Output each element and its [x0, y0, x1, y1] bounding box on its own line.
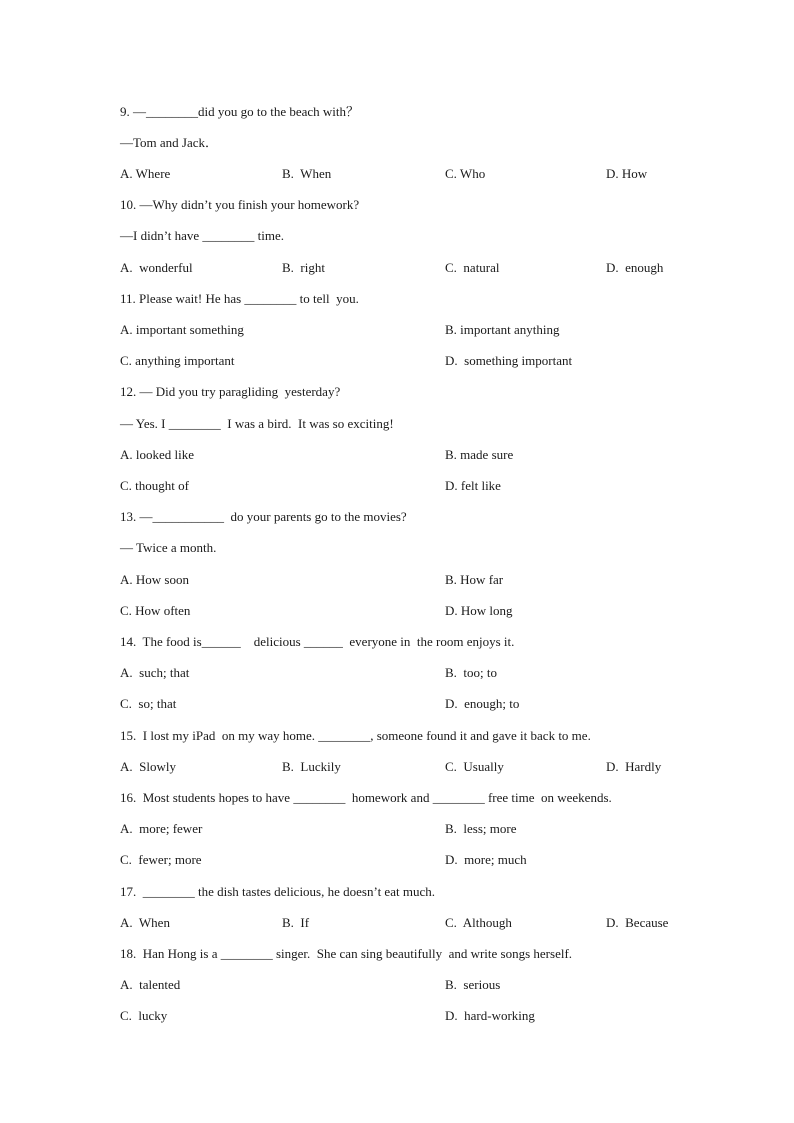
- question-12-answer-prompt: — Yes. I ________ I was a bird. It was so exciting!: [120, 416, 394, 431]
- question-12-option-c[interactable]: C. thought of: [120, 478, 189, 493]
- question-14-option-b[interactable]: B. too; to: [445, 665, 498, 680]
- question-10-stem: 10. —Why didn’t you finish your homework?: [120, 197, 360, 212]
- question-13-stem: 13. —___________ do your parents go to the movies?: [120, 509, 407, 524]
- question-14-stem: 14. The food is______ delicious ______ everyone in the room enjoys it.: [120, 634, 515, 649]
- question-10-option-b[interactable]: B. right: [282, 260, 325, 275]
- question-14-option-a[interactable]: A. such; that: [120, 665, 190, 680]
- question-18-option-d[interactable]: D. hard-working: [445, 1008, 535, 1023]
- question-9-stem: 9. —________did you go to the beach with？: [120, 104, 360, 119]
- question-16-option-c[interactable]: C. fewer; more: [120, 852, 202, 867]
- question-18-option-c[interactable]: C. lucky: [120, 1008, 168, 1023]
- question-16-option-b[interactable]: B. less; more: [445, 821, 517, 836]
- question-13-option-c[interactable]: C. How often: [120, 603, 191, 618]
- question-10-option-c[interactable]: C. natural: [445, 260, 500, 275]
- question-9-option-c[interactable]: C. Who: [445, 166, 486, 181]
- question-11-option-c[interactable]: C. anything important: [120, 353, 235, 368]
- question-13-option-a[interactable]: A. How soon: [120, 572, 189, 587]
- question-18-stem: 18. Han Hong is a ________ singer. She can sing beautifully and write songs herself.: [120, 946, 573, 961]
- question-11-stem: 11. Please wait! He has ________ to tell you.: [120, 291, 359, 306]
- question-15-option-b[interactable]: B. Luckily: [282, 759, 341, 774]
- question-11-option-b[interactable]: B. important anything: [445, 322, 560, 337]
- question-16-option-d[interactable]: D. more; much: [445, 852, 527, 867]
- question-12-option-a[interactable]: A. looked like: [120, 447, 195, 462]
- question-9-answer-prompt: —Tom and Jack．: [120, 135, 219, 150]
- question-10-option-d[interactable]: D. enough: [606, 260, 664, 275]
- question-16-option-a[interactable]: A. more; fewer: [120, 821, 203, 836]
- question-13-option-b[interactable]: B. How far: [445, 572, 504, 587]
- question-12-option-b[interactable]: B. made sure: [445, 447, 514, 462]
- question-16-stem: 16. Most students hopes to have ________ homework and ________ free time on weekends.: [120, 790, 612, 805]
- question-17-option-d[interactable]: D. Because: [606, 915, 669, 930]
- question-13-answer-prompt: — Twice a month.: [120, 540, 217, 555]
- question-15-option-d[interactable]: D. Hardly: [606, 759, 662, 774]
- question-15-option-a[interactable]: A. Slowly: [120, 759, 176, 774]
- question-9-option-a[interactable]: A. Where: [120, 166, 171, 181]
- question-18-option-a[interactable]: A. talented: [120, 977, 181, 992]
- question-17-option-b[interactable]: B. If: [282, 915, 310, 930]
- question-17-option-c[interactable]: C. Although: [445, 915, 512, 930]
- question-15-stem: 15. I lost my iPad on my way home. ________, someone found it and gave it back to me.: [120, 728, 591, 743]
- question-13-option-d[interactable]: D. How long: [445, 603, 513, 618]
- question-14-option-c[interactable]: C. so; that: [120, 696, 177, 711]
- question-11-option-d[interactable]: D. something important: [445, 353, 573, 368]
- question-9-option-d[interactable]: D. How: [606, 166, 648, 181]
- question-12-option-d[interactable]: D. felt like: [445, 478, 501, 493]
- question-15-option-c[interactable]: C. Usually: [445, 759, 504, 774]
- question-11-option-a[interactable]: A. important something: [120, 322, 244, 337]
- question-18-option-b[interactable]: B. serious: [445, 977, 501, 992]
- question-12-stem: 12. — Did you try paragliding yesterday?: [120, 384, 341, 399]
- question-17-stem: 17. ________ the dish tastes delicious, he doesn’t eat much.: [120, 884, 435, 899]
- question-17-option-a[interactable]: A. When: [120, 915, 170, 930]
- question-10-answer-prompt: —I didn’t have ________ time.: [120, 228, 285, 243]
- question-10-option-a[interactable]: A. wonderful: [120, 260, 193, 275]
- question-14-option-d[interactable]: D. enough; to: [445, 696, 520, 711]
- question-9-option-b[interactable]: B. When: [282, 166, 332, 181]
